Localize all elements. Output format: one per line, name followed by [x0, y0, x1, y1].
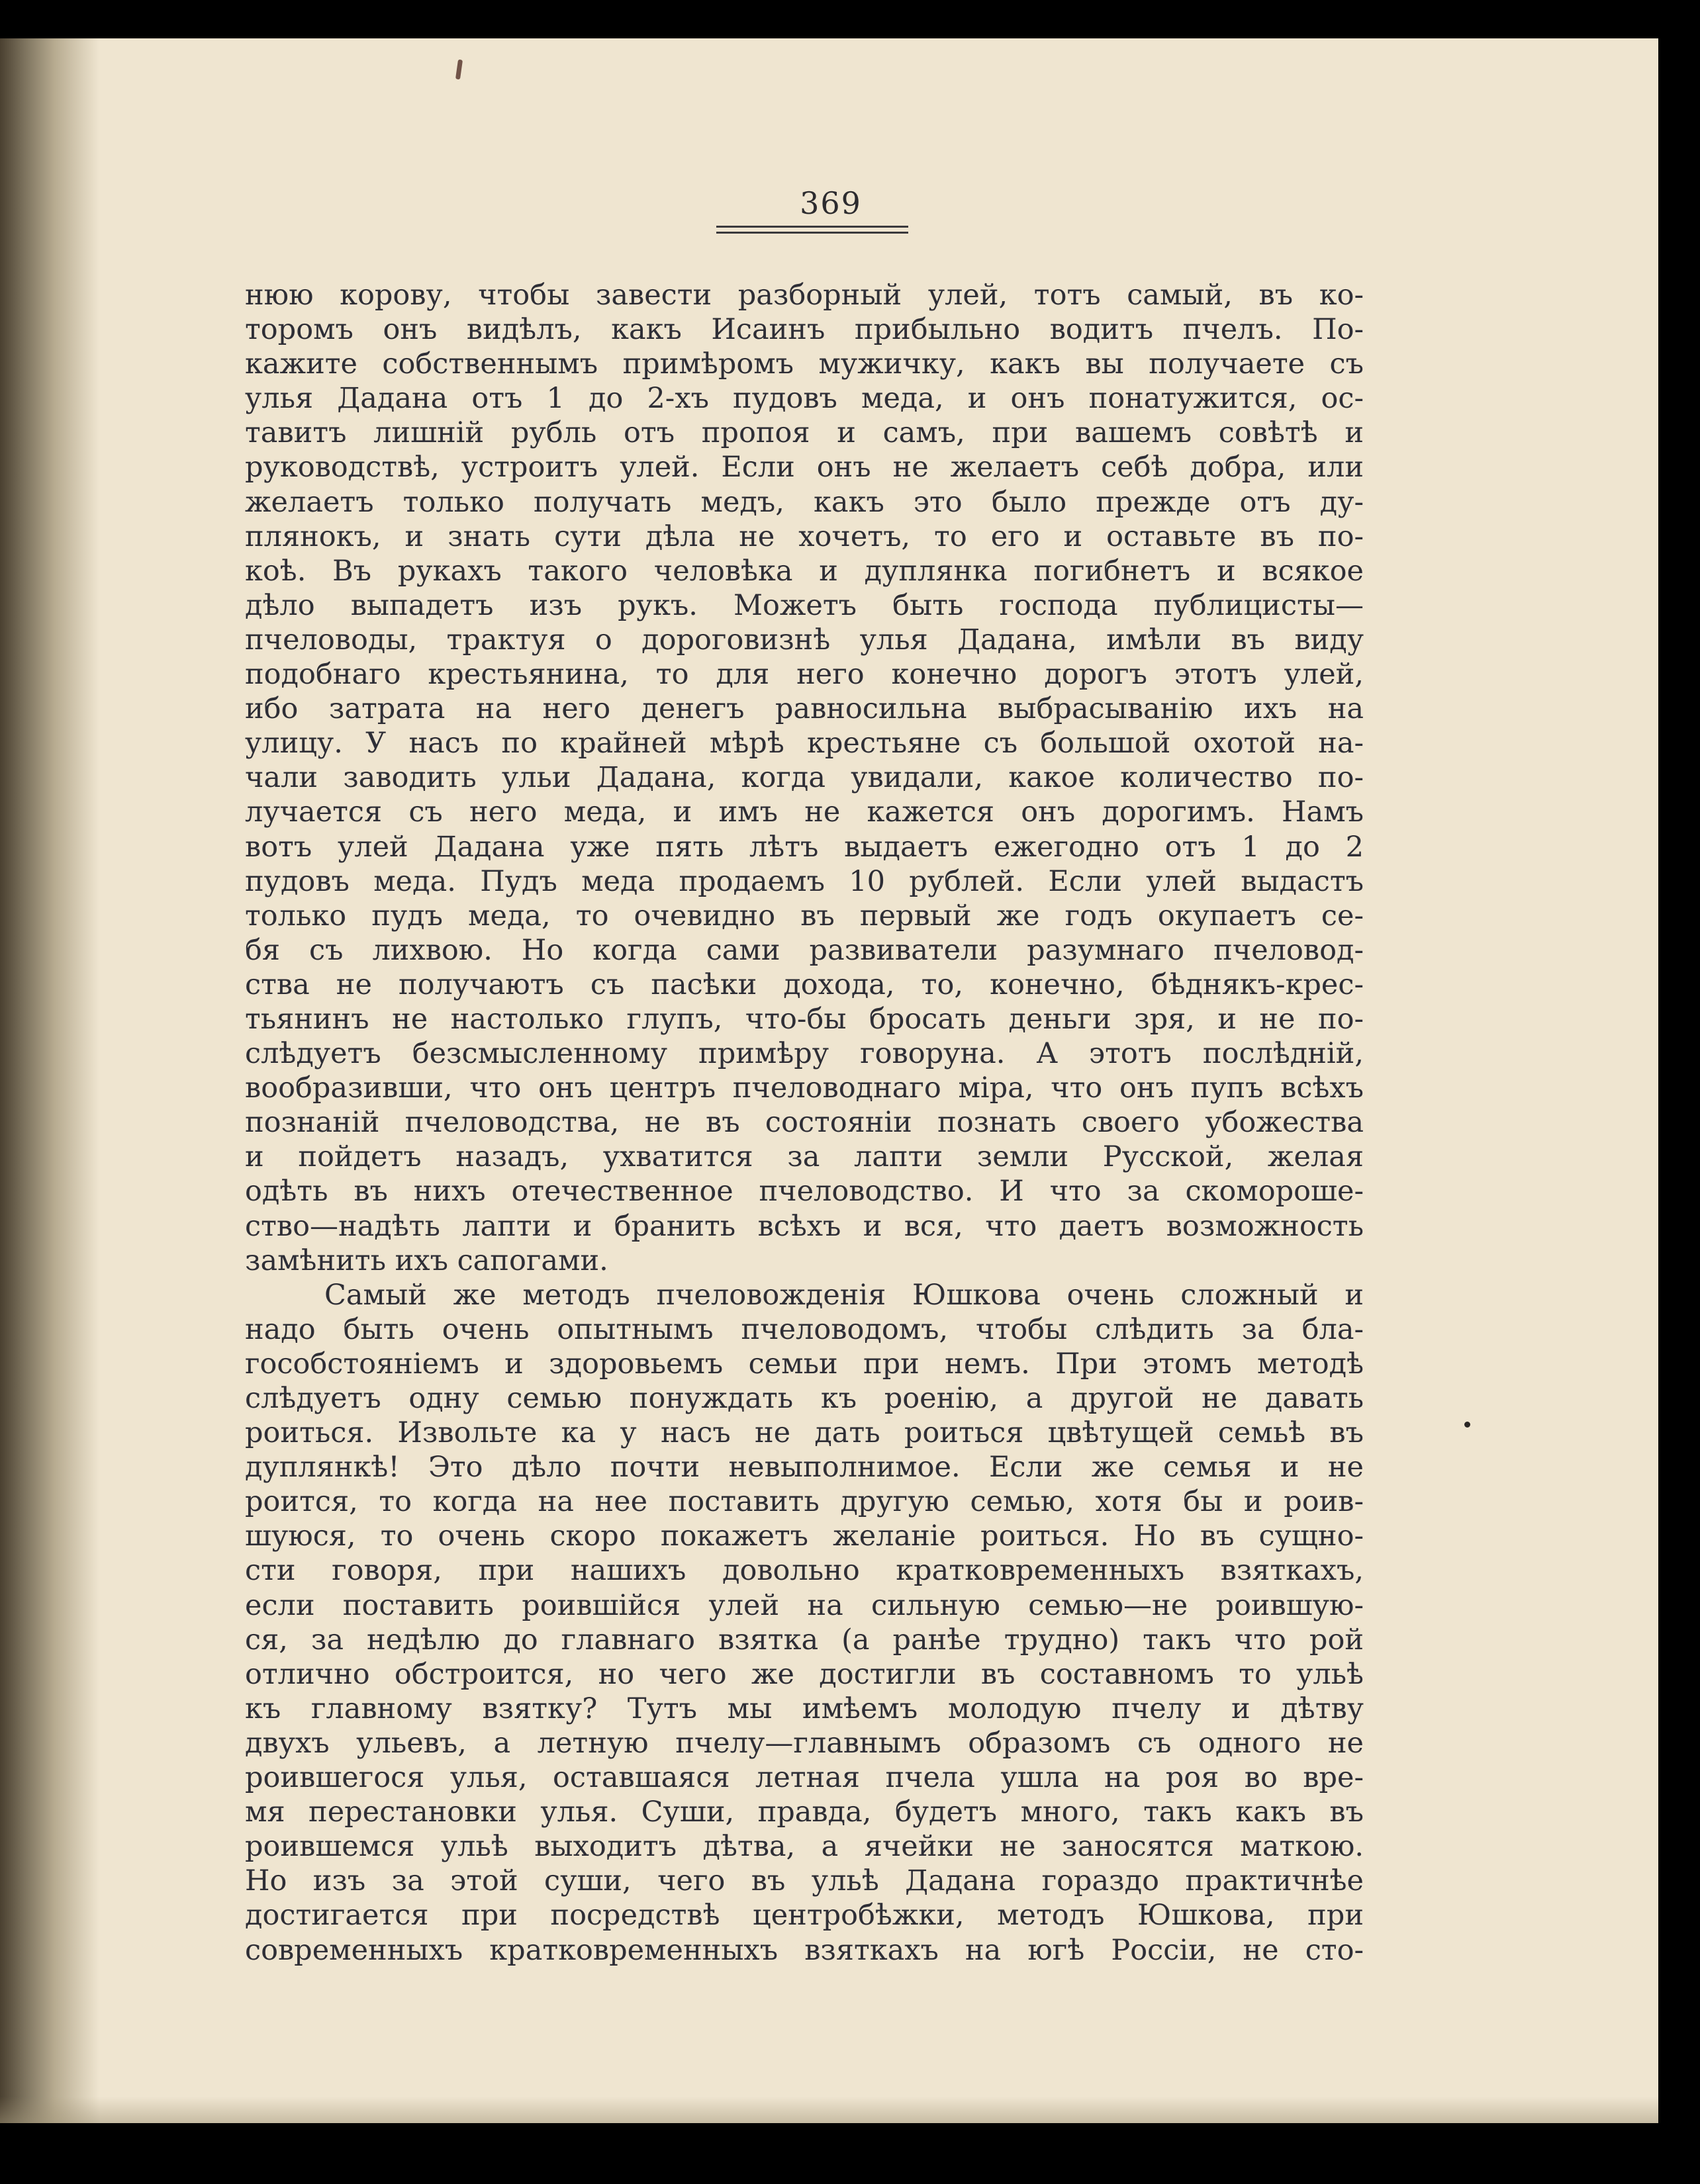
text-line: къ главному взятку? Тутъ мы имѣемъ молодую пчелу и дѣтву	[245, 1692, 1364, 1725]
text-line: Но изъ за этой суши, чего въ ульѣ Дадана гораздо практичнѣе	[245, 1864, 1364, 1898]
text-line: роиться. Извольте ка у насъ не дать роиться цвѣтущей семьѣ въ	[245, 1416, 1364, 1450]
text-line: вотъ улей Дадана уже пять лѣтъ выдаетъ ежегодно отъ 1 до 2	[245, 830, 1364, 864]
text-line: руководствѣ, устроитъ улей. Если онъ не желаетъ себѣ добра, или	[245, 451, 1364, 484]
text-line: современныхъ кратковременныхъ взяткахъ на югѣ Россіи, не сто-	[245, 1933, 1364, 1967]
text-line: пчеловоды, трактуя о дороговизнѣ улья Дадана, имѣли въ виду	[245, 623, 1364, 657]
text-line: Самый же методъ пчеловожденія Юшкова очень сложный и	[324, 1278, 1364, 1312]
text-line: только пудъ меда, то очевидно въ первый же годъ окупаетъ се-	[245, 899, 1364, 933]
text-line: познаній пчеловодства, не въ состояніи познать своего убожества	[245, 1106, 1364, 1140]
text-line: слѣдуетъ безсмысленному примѣру говоруна. А этотъ послѣдній,	[245, 1037, 1364, 1071]
text-line: пудовъ меда. Пудъ меда продаемъ 10 рублей. Если улей выдастъ	[245, 864, 1364, 898]
text-line: тьянинъ не настолько глупъ, что-бы бросать деньги зря, и не по-	[245, 1002, 1364, 1036]
text-line: двухъ ульевъ, а летную пчелу—главнымъ образомъ съ одного не	[245, 1726, 1364, 1760]
text-line: дѣло выпадетъ изъ рукъ. Можетъ быть господа публицисты—	[245, 588, 1364, 622]
text-line: подобнаго крестьянина, то для него конечно дорогъ этотъ улей,	[245, 658, 1364, 692]
ink-speck	[1464, 1422, 1470, 1428]
text-line: одѣть въ нихъ отечественное пчеловодство. И что за скомороше-	[245, 1175, 1364, 1208]
text-line: если поставить роившійся улей на сильную семью—не роившую-	[245, 1588, 1364, 1622]
page-number: 369	[800, 185, 862, 221]
text-line: ство—надѣть лапти и бранить всѣхъ и вся, что даетъ возможность	[245, 1209, 1364, 1243]
text-line: гособстояніемъ и здоровьемъ семьи при немъ. При этомъ методѣ	[245, 1347, 1364, 1381]
text-line: надо быть очень опытнымъ пчеловодомъ, чтобы слѣдить за бла-	[245, 1312, 1364, 1346]
text-line: улицу. У насъ по крайней мѣрѣ крестьяне съ большой охотой на-	[245, 727, 1364, 760]
text-line: дуплянкѣ! Это дѣло почти невыполнимое. Если же семья и не	[245, 1451, 1364, 1484]
book-page	[0, 38, 1658, 2123]
text-line: желаетъ только получать медъ, какъ это было прежде отъ ду-	[245, 485, 1364, 519]
ink-mark	[455, 60, 463, 80]
text-line: нюю корову, чтобы завести разборный улей, тотъ самый, въ ко-	[245, 279, 1364, 312]
text-line: достигается при посредствѣ центробѣжки, методъ Юшкова, при	[245, 1899, 1364, 1933]
text-line: плянокъ, и знать сути дѣла не хочетъ, то его и оставьте въ по-	[245, 520, 1364, 553]
text-line: отлично обстроится, но чего же достигли въ составномъ то ульѣ	[245, 1657, 1364, 1691]
text-line: лучается съ него меда, и имъ не кажется онъ дорогимъ. Намъ	[245, 796, 1364, 829]
header-rule-upper	[716, 226, 908, 228]
text-line: чали заводить ульи Дадана, когда увидали, какое количество по-	[245, 761, 1364, 795]
text-line: торомъ онъ видѣлъ, какъ Исаинъ прибыльно водитъ пчелъ. По-	[245, 313, 1364, 347]
text-line: ибо затрата на него денегъ равносильна выбрасыванію ихъ на	[245, 692, 1364, 726]
text-line: и пойдетъ назадъ, ухватится за лапти земли Русской, желая	[245, 1140, 1364, 1174]
body-text	[245, 278, 1364, 1968]
text-line: бя съ лихвою. Но когда сами развиватели разумнаго пчеловод-	[245, 933, 1364, 967]
text-line: роится, то когда на нее поставить другую семью, хотя бы и роив-	[245, 1485, 1364, 1519]
text-line: роившегося улья, оставшаяся летная пчела ушла на роя во вре-	[245, 1761, 1364, 1795]
text-line: вообразивши, что онъ центръ пчеловоднаго міра, что онъ пупъ всѣхъ	[245, 1071, 1364, 1105]
text-line: мя перестановки улья. Суши, правда, будетъ много, такъ какъ въ	[245, 1796, 1364, 1829]
text-line: ся, за недѣлю до главнаго взятка (а ранѣе трудно) такъ что рой	[245, 1623, 1364, 1657]
text-line: коѣ. Въ рукахъ такого человѣка и дуплянка погибнетъ и всякое	[245, 554, 1364, 588]
text-line: ства не получаютъ съ пасѣки дохода, то, конечно, бѣднякъ-крес-	[245, 968, 1364, 1001]
text-line: сти говоря, при нашихъ довольно кратковременныхъ взяткахъ,	[245, 1554, 1364, 1588]
text-line: слѣдуетъ одну семью понуждать къ роенію, а другой не давать	[245, 1382, 1364, 1415]
bottom-edge-shadow	[0, 2097, 1658, 2123]
text-line: шуюся, то очень скоро покажетъ желаніе роиться. Но въ сущно-	[245, 1520, 1364, 1553]
text-line: роившемся ульѣ выходитъ дѣтва, а ячейки не заносятся маткою.	[245, 1830, 1364, 1864]
text-line: замѣнить ихъ сапогами.	[245, 1244, 608, 1277]
text-line: кажите собственнымъ примѣромъ мужичку, какъ вы получаете съ	[245, 347, 1364, 381]
binding-shadow	[0, 38, 99, 2123]
text-line: улья Дадана отъ 1 до 2-хъ пудовъ меда, и онъ понатужится, ос-	[245, 382, 1364, 416]
header-rule-lower	[716, 232, 908, 234]
text-line: тавитъ лишній рубль отъ пропоя и самъ, при вашемъ совѣтѣ и	[245, 416, 1364, 450]
